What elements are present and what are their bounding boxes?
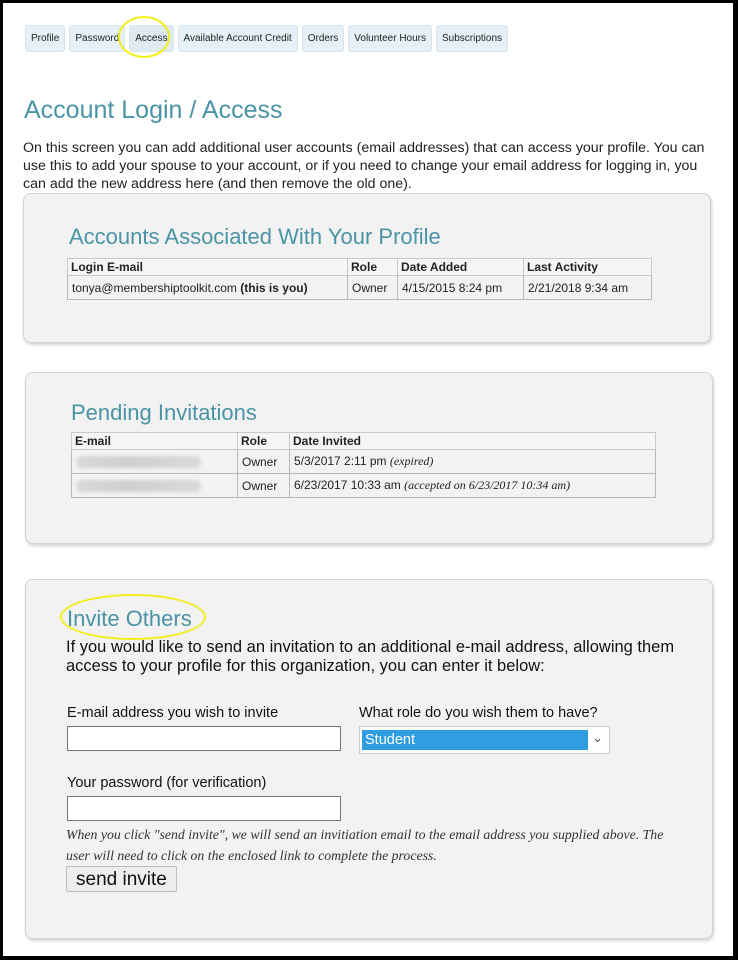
pending-title: Pending Invitations (71, 400, 257, 425)
invite-note: When you click "send invite", we will send an invitiation email to the email address you supplied above. The user will need to click on the enclosed link to complete the process. (66, 827, 664, 863)
col-role: Role (238, 433, 290, 450)
invite-others-panel (25, 579, 713, 939)
invite-status: (expired) (389, 454, 434, 468)
tab-available-account-credit[interactable]: Available Account Credit (178, 25, 298, 52)
tab-orders[interactable]: Orders (302, 25, 345, 52)
password-label: Your password (for verification) (67, 775, 267, 791)
pending-table (71, 432, 656, 498)
redacted-email (76, 480, 201, 492)
col-date-added: Date Added (398, 259, 524, 276)
invite-description: If you would like to send an invitation to an additional e-mail address, allowing them access to your profile for this organization, you can enter it below: (66, 638, 675, 675)
account-last-activity: 2/21/2018 9:34 am (524, 276, 652, 300)
profile-tabs (25, 25, 508, 52)
tab-access[interactable]: Access (129, 25, 173, 52)
invite-date: 5/3/2017 2:11 pm (294, 454, 387, 468)
role-select[interactable] (359, 726, 610, 754)
col-role: Role (348, 259, 398, 276)
verification-password-input[interactable] (67, 796, 341, 821)
tab-password[interactable]: Password (69, 25, 125, 52)
pending-email (72, 450, 238, 474)
col-date-invited: Date Invited (290, 433, 656, 450)
role-label: What role do you wish them to have? (359, 705, 598, 721)
pending-role: Owner (238, 474, 290, 498)
chevron-down-icon: ⌄ (592, 730, 603, 745)
pending-invitations-panel (25, 372, 713, 544)
invite-status: (accepted on 6/23/2017 10:34 am) (404, 478, 571, 492)
account-role: Owner (348, 276, 398, 300)
account-email: tonya@membershiptoolkit.com (72, 280, 237, 295)
accounts-header-row (68, 259, 652, 276)
table-row (68, 276, 652, 300)
pending-date (290, 474, 656, 498)
email-label: E-mail address you wish to invite (67, 705, 279, 721)
col-last-activity: Last Activity (524, 259, 652, 276)
tab-subscriptions[interactable]: Subscriptions (436, 25, 508, 52)
col-email: E-mail (72, 433, 238, 450)
pending-header-row (72, 433, 656, 450)
role-selected-value: Student (362, 730, 588, 750)
invite-email-input[interactable] (67, 726, 341, 751)
this-is-you-note: (this is you) (240, 280, 308, 295)
pending-role: Owner (238, 450, 290, 474)
pending-date (290, 450, 656, 474)
page-title: Account Login / Access (24, 96, 283, 124)
account-email-cell (68, 276, 348, 300)
accounts-title: Accounts Associated With Your Profile (69, 224, 441, 249)
account-date-added: 4/15/2015 8:24 pm (398, 276, 524, 300)
invite-date: 6/23/2017 10:33 am (294, 478, 401, 492)
pending-email (72, 474, 238, 498)
tab-volunteer-hours[interactable]: Volunteer Hours (348, 25, 432, 52)
invite-title: Invite Others (67, 606, 192, 631)
accounts-panel (23, 193, 711, 343)
send-invite-button[interactable]: send invite (66, 866, 177, 892)
table-row (72, 450, 656, 474)
col-login-email: Login E-mail (68, 259, 348, 276)
table-row (72, 474, 656, 498)
page-frame (3, 3, 733, 956)
accounts-table (67, 258, 652, 300)
page-intro: On this screen you can add additional user accounts (email addresses) that can access your profile. You can use this to add your spouse to your account, or if you need to change your email address for logging in, you can add the new address here (and then remove the old one). (23, 140, 705, 192)
tab-profile[interactable]: Profile (25, 25, 65, 52)
redacted-email (76, 456, 201, 468)
